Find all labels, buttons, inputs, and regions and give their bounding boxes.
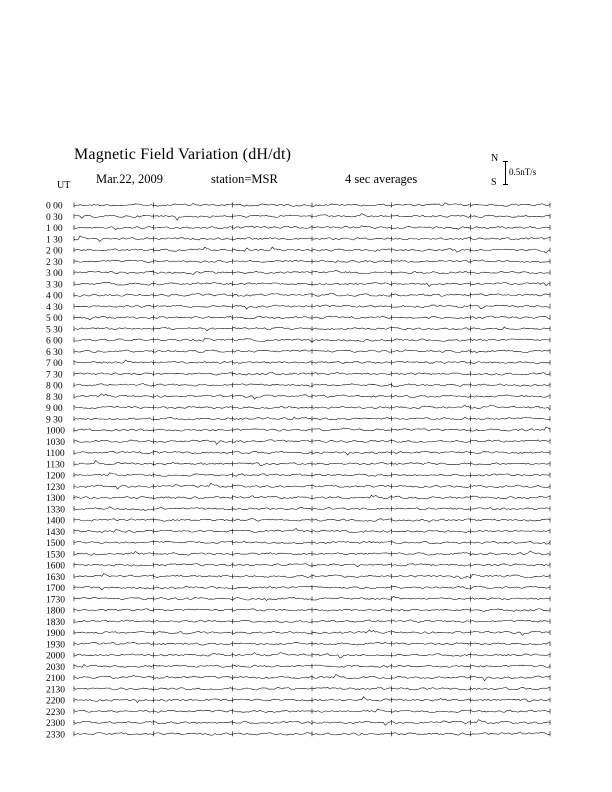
date-label: Mar.22, 2009 <box>96 172 164 186</box>
ut-tick-label: 2100 <box>46 674 65 684</box>
ut-tick-label: 1200 <box>46 471 65 482</box>
ut-tick-label: 8 30 <box>46 392 63 403</box>
ut-tick-label: 2030 <box>46 662 65 673</box>
ut-tick-label: 2 00 <box>46 246 63 257</box>
ut-tick-label: 1530 <box>46 550 65 561</box>
ut-tick-label: 2000 <box>46 651 65 662</box>
ut-tick-label: 2 30 <box>46 257 63 268</box>
ut-tick-label: 1300 <box>46 494 65 504</box>
ut-tick-label: 5 00 <box>46 314 63 324</box>
ut-tick-label: 1030 <box>46 437 65 448</box>
ut-tick-label: 1 30 <box>46 235 63 246</box>
ut-tick-label: 1400 <box>46 516 65 527</box>
ut-tick-label: 5 30 <box>46 325 63 336</box>
ut-tick-label: 9 30 <box>46 415 63 426</box>
ut-tick-label: 1330 <box>46 505 65 516</box>
ut-tick-label: 1500 <box>46 539 65 549</box>
ut-tick-label: 8 00 <box>46 381 63 392</box>
ut-tick-label: 2200 <box>46 696 65 707</box>
scale-north-label: N <box>491 153 499 164</box>
ut-tick-label: 2330 <box>46 730 65 741</box>
ut-tick-label: 1700 <box>46 584 65 594</box>
scale-value-label: 0.5nT/s <box>509 167 537 177</box>
scale-south-label: S <box>491 177 497 188</box>
ut-tick-label: 7 00 <box>46 359 63 369</box>
ut-tick-label: 1600 <box>46 561 65 572</box>
ut-tick-label: 1 00 <box>46 224 63 234</box>
ut-tick-label: 1630 <box>46 572 65 583</box>
ut-tick-label: 9 00 <box>46 404 63 414</box>
ut-axis-label: UT <box>57 180 71 191</box>
ut-tick-label: 1800 <box>46 606 65 617</box>
ut-tick-label: 7 30 <box>46 370 63 381</box>
ut-tick-label: 4 30 <box>46 302 63 313</box>
ut-tick-label: 1830 <box>46 617 65 628</box>
ut-tick-label: 2300 <box>46 719 65 729</box>
averaging-label: 4 sec averages <box>345 172 418 186</box>
ut-tick-label: 1130 <box>46 460 65 471</box>
ut-tick-label: 1930 <box>46 640 65 651</box>
ut-tick-label: 0 30 <box>46 212 63 223</box>
ut-tick-label: 1100 <box>46 449 65 459</box>
ut-tick-label: 1730 <box>46 595 65 606</box>
ut-tick-label: 1230 <box>46 482 65 493</box>
station-label: station=MSR <box>211 172 278 186</box>
ut-tick-label: 3 00 <box>46 269 63 279</box>
ut-tick-label: 6 00 <box>46 336 63 347</box>
ut-tick-label: 4 00 <box>46 291 63 302</box>
ut-tick-label: 1430 <box>46 527 65 538</box>
ut-tick-label: 2230 <box>46 707 65 718</box>
ut-tick-label: 2130 <box>46 685 65 696</box>
ut-tick-label: 0 00 <box>46 201 63 212</box>
ut-tick-label: 6 30 <box>46 347 63 358</box>
ut-tick-label: 1900 <box>46 629 65 639</box>
page-title: Magnetic Field Variation (dH/dt) <box>74 146 292 163</box>
ut-tick-label: 3 30 <box>46 280 63 291</box>
ut-tick-label: 1000 <box>46 426 65 437</box>
